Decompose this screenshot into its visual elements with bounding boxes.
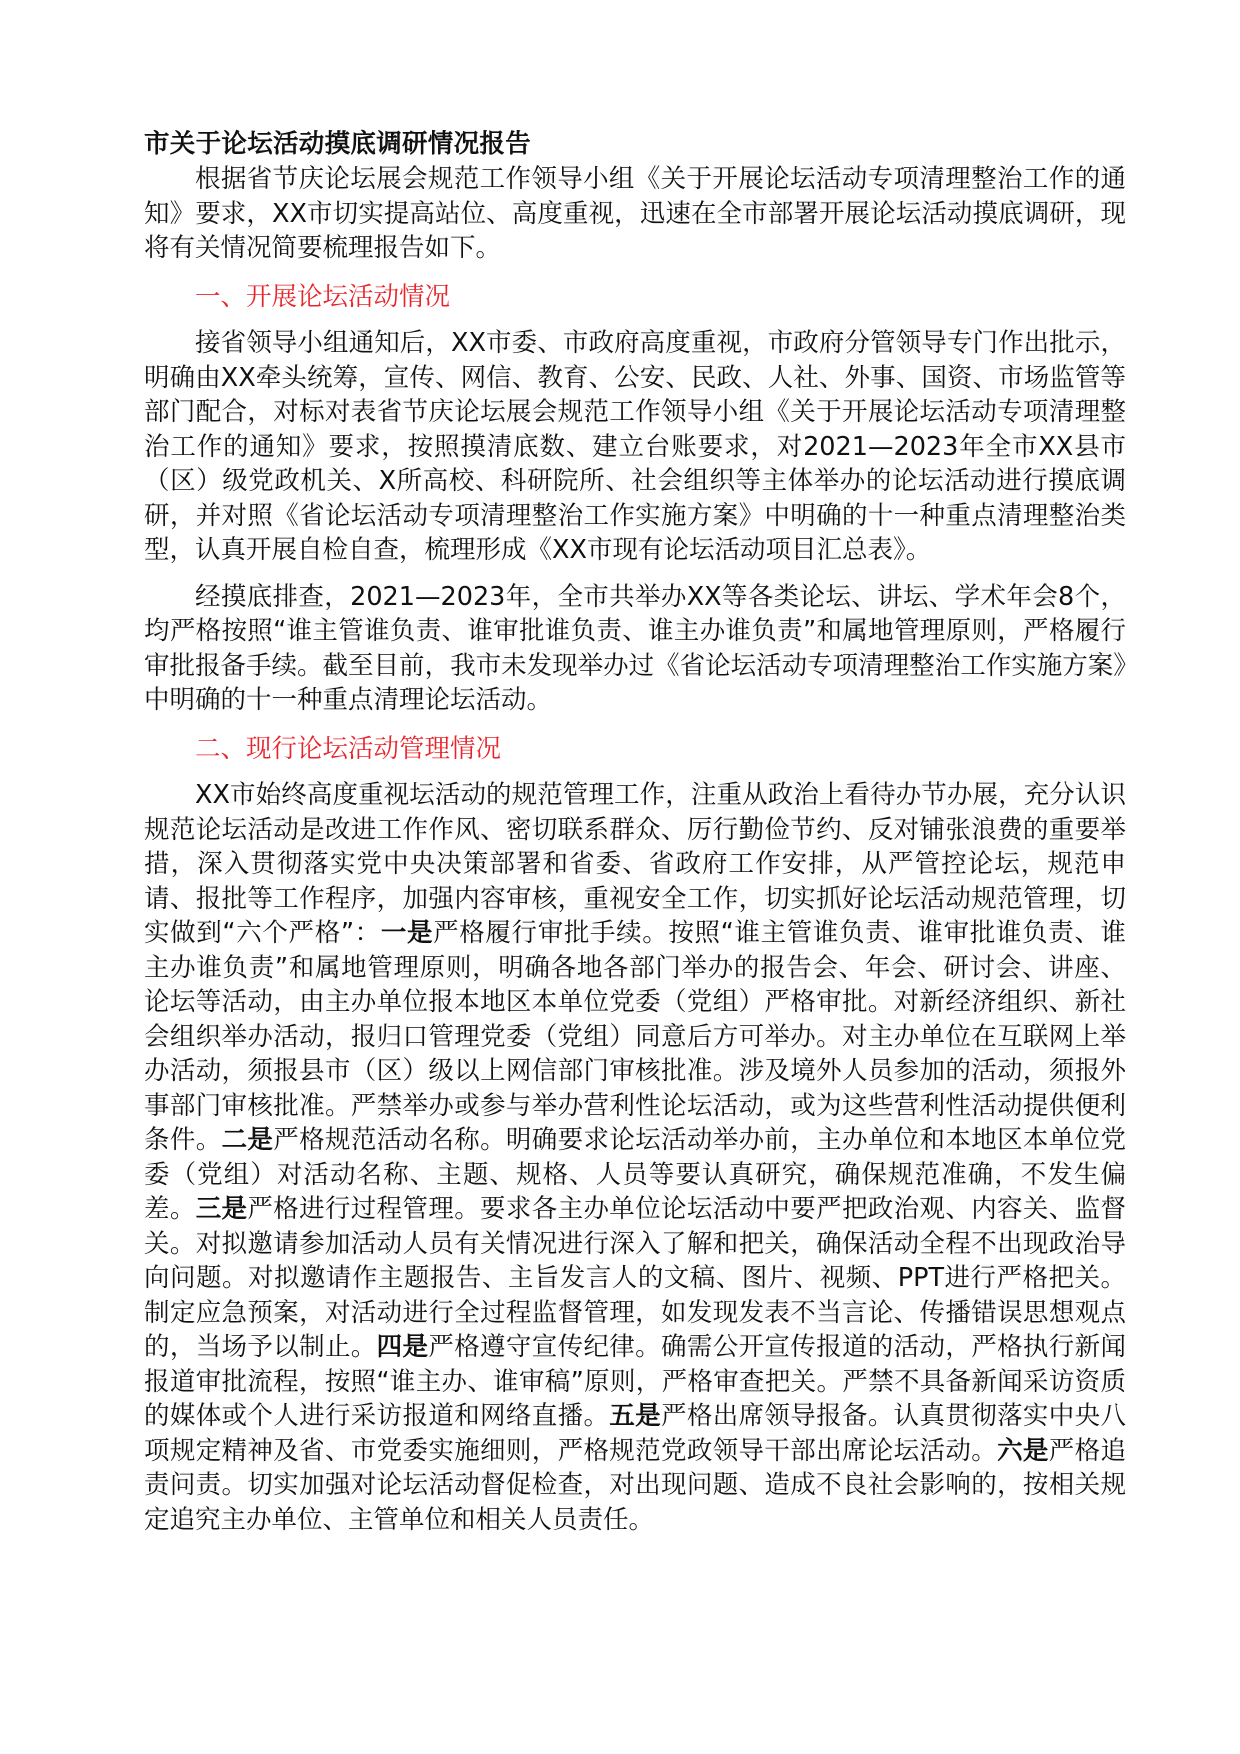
text-run: 严格追责问责。切实加强对论坛活动督促检查，对出现问题、造成不良社会影响的，按相关规定追究主办单位、主管单位和相关人员责任。 <box>144 1435 1126 1535</box>
section1-paragraph-1: 接省领导小组通知后，XX市委、市政府高度重视，市政府分管领导专门作出批示，明确由XX牵头统筹，宣传、网信、教育、公安、民政、人社、外事、国资、市场监管等部门配合，对标对表省节庆论坛展会规范工作领导小组《关于开展论坛活动专项清理整治工作的通知》要求，按照摸清底数、建立台账要求，对2021—2023年全市XX县市（区）级党政机关、X所高校、科研院所、社会组织等主体举办的论坛活动进行摸底调研，并对照《省论坛活动专项清理整治工作实施方案》中明确的十一种重点清理整治类型，认真开展自检自查，梳理形成《XX市现有论坛活动项目汇总表》。 <box>144 328 1126 565</box>
intro-paragraph: 根据省节庆论坛展会规范工作领导小组《关于开展论坛活动专项清理整治工作的通知》要求，XX市切实提高站位、高度重视，迅速在全市部署开展论坛活动摸底调研，现将有关情况简要梳理报告如下。 <box>144 164 1126 263</box>
section-heading-2: 二、现行论坛活动管理情况 <box>195 733 502 764</box>
keyword-2: 二是 <box>221 1125 274 1155</box>
section-heading-1: 一、开展论坛活动情况 <box>195 281 451 312</box>
text-run: 严格规范活动名称。明确要求论坛活动举办前，主办单位和本地区本单位党委（党组）对活动名称、主题、规格、人员等要认真研究，确保规范准确，不发生偏差。 <box>144 1125 1126 1224</box>
text-run: 严格履行审批手续。按照“谁主管谁负责、谁审批谁负责、谁主办谁负责”和属地管理原则，明确各地各部门举办的报告会、年会、研讨会、讲座、论坛等活动，由主办单位报本地区本单位党委（党组）严格审批。对新经济组织、新社会组织举办活动，报归口管理党委（党组）同意后方可举办。对主办单位在互联网上举办活动，须报县市（区）级以上网信部门审核批准。涉及境外人员参加的活动，须报外事部门审核批准。严禁举办或参与举办营利性论坛活动，或为这些营利性活动提供便利条件。 <box>144 918 1126 1155</box>
section2-paragraph <box>144 778 1126 1537</box>
keyword-4: 四是 <box>376 1332 429 1362</box>
text-run: XX市始终高度重视坛活动的规范管理工作，注重从政治上看待办节办展，充分认识规范论坛活动是改进工作作风、密切联系群众、厉行勤俭节约、反对铺张浪费的重要举措，深入贯彻落实党中央决策部署和省委、省政府工作安排，从严管控论坛，规范申请、报批等工作程序，加强内容审核，重视安全工作，切实抓好论坛活动规范管理，切实做到“六个严格”： <box>144 780 1126 948</box>
page-title: 市关于论坛活动摸底调研情况报告 <box>144 129 532 159</box>
text-run: 严格遵守宣传纪律。确需公开宣传报道的活动，严格执行新闻报道审批流程，按照“谁主办、谁审稿”原则，严格审查把关。严禁不具备新闻采访资质的媒体或个人进行采访报道和网络直播。 <box>144 1332 1126 1431</box>
keyword-1: 一是 <box>380 918 434 948</box>
keyword-5: 五是 <box>609 1401 662 1431</box>
keyword-6: 六是 <box>997 1435 1049 1466</box>
text-run: 严格出席领导报备。认真贯彻落实中央八项规定精神及省、市党委实施细则，严格规范党政领导干部出席论坛活动。 <box>144 1401 1126 1466</box>
text-run: 严格进行过程管理。要求各主办单位论坛活动中要严把政治观、内容关、监督关。对拟邀请参加活动人员有关情况进行深入了解和把关，确保活动全程不出现政治导向问题。对拟邀请作主题报告、主旨发言人的文稿、图片、视频、PPT进行严格把关。制定应急预案，对活动进行全过程监督管理，如发现发表不当言论、传播错误思想观点的，当场予以制止。 <box>144 1194 1126 1362</box>
section1-paragraph-2: 经摸底排查，2021—2023年，全市共举办XX等各类论坛、讲坛、学术年会8个，均严格按照“谁主管谁负责、谁审批谁负责、谁主办谁负责”和属地管理原则，严格履行审批报备手续。截至目前，我市未发现举办过《省论坛活动专项清理整治工作实施方案》中明确的十一种重点清理论坛活动。 <box>144 581 1126 715</box>
keyword-3: 三是 <box>195 1194 248 1224</box>
document-page <box>144 126 1126 1537</box>
